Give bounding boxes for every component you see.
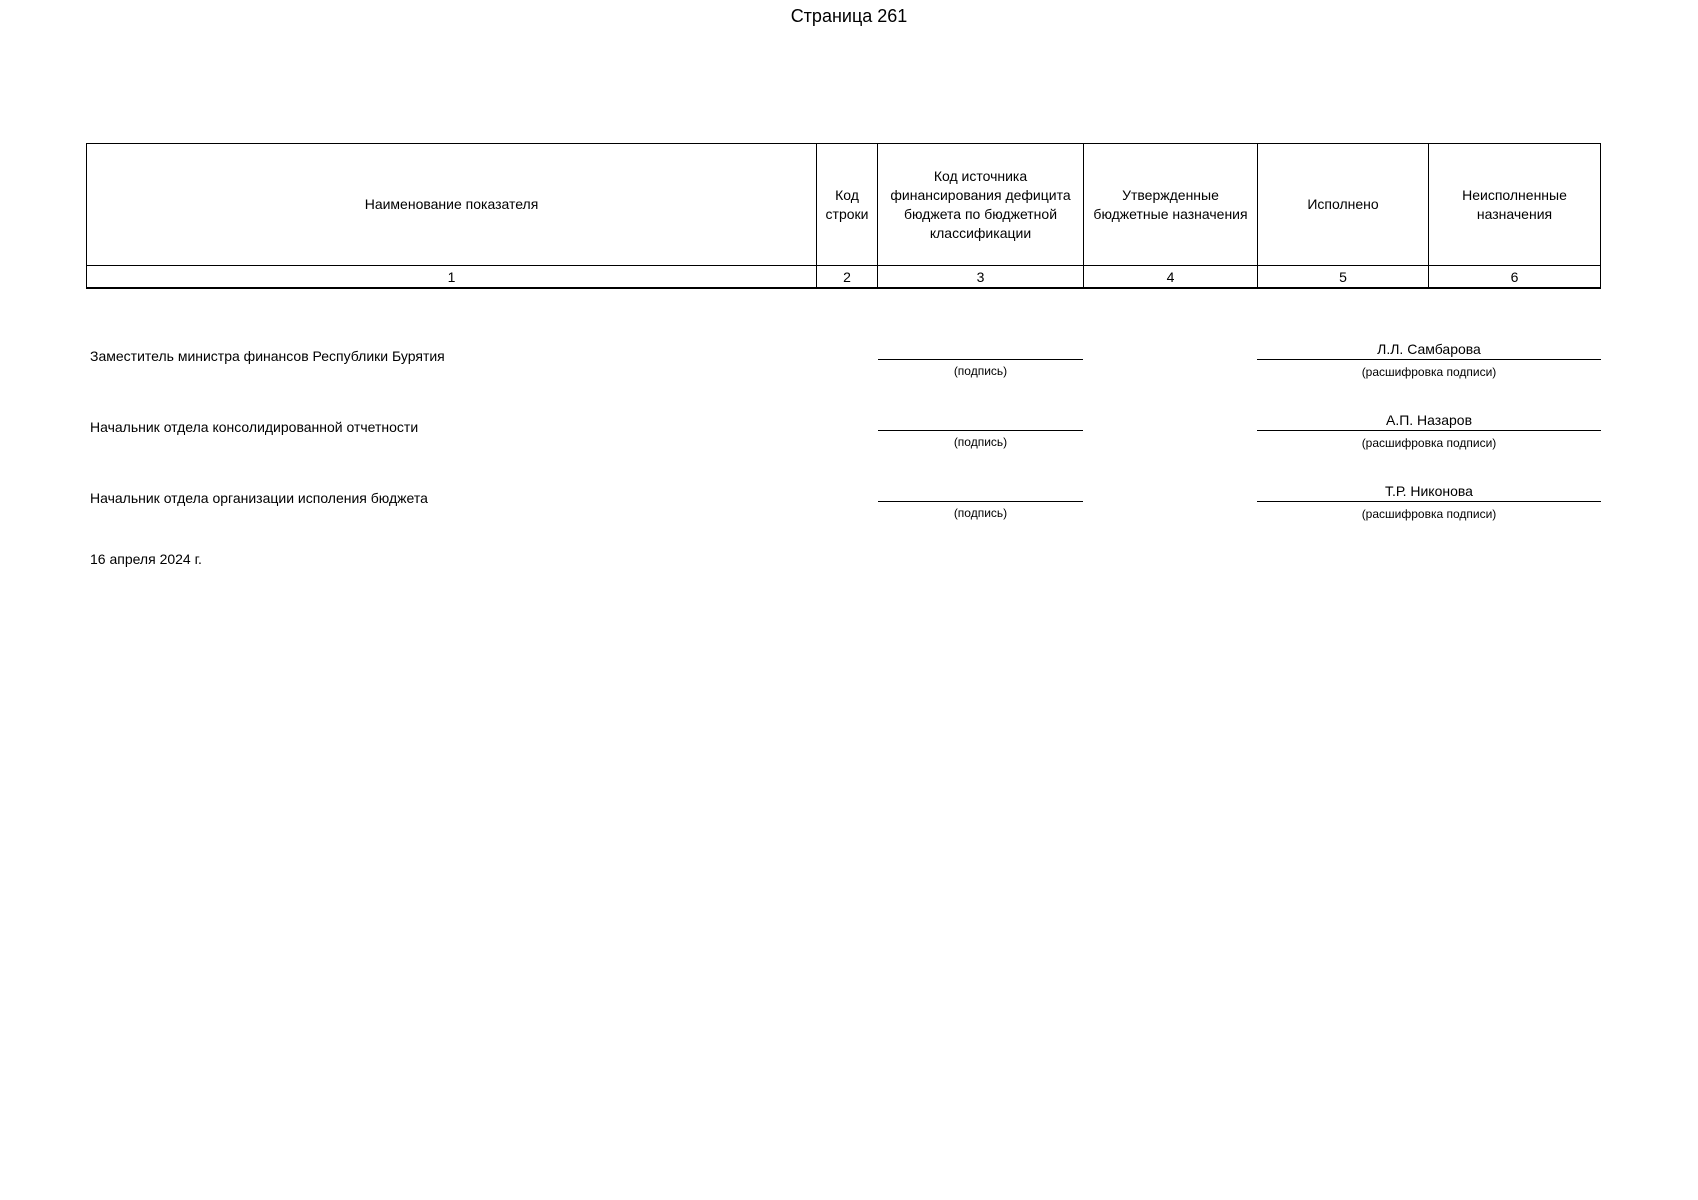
signatory-position: Начальник отдела организации исполения бюджета [90,490,428,506]
name-caption: (расшифровка подписи) [1361,507,1497,521]
column-number: 2 [817,266,878,289]
column-header-indicator-name: Наименование показателя [87,144,817,266]
document-date: 16 апреля 2024 г. [90,551,202,567]
column-number: 1 [87,266,817,289]
signatory-position: Заместитель министра финансов Республики Бурятия [90,348,445,364]
name-line [1257,359,1601,360]
signature-block [0,411,1698,463]
column-number: 4 [1084,266,1258,289]
report-table [86,143,1601,289]
column-header-approved: Утвержденные бюджетные назначения [1084,144,1258,266]
name-caption: (расшифровка подписи) [1361,436,1497,450]
signature-caption: (подпись) [953,364,1008,378]
name-caption: (расшифровка подписи) [1361,365,1497,379]
column-header-unexecuted: Неисполненные назначения [1429,144,1601,266]
column-number: 5 [1258,266,1429,289]
signature-line [878,359,1083,360]
column-header-source-code: Код источника финансирования дефицита бюджета по бюджетной классификации [878,144,1084,266]
signature-line [878,430,1083,431]
column-header-line-code: Код строки [817,144,878,266]
signatory-name: Т.Р. Никонова [1385,483,1473,499]
column-header-executed: Исполнено [1258,144,1429,266]
name-line [1257,430,1601,431]
column-number-row [87,266,1601,289]
signatory-name: А.П. Назаров [1385,412,1473,428]
signature-caption: (подпись) [953,506,1008,520]
header-row [87,144,1601,266]
signature-block [0,340,1698,392]
signature-caption: (подпись) [953,435,1008,449]
signature-block [0,482,1698,534]
column-number: 6 [1429,266,1601,289]
name-line [1257,501,1601,502]
page-title: Страница 261 [790,6,908,26]
column-number: 3 [878,266,1084,289]
signatory-name: Л.Л. Самбарова [1377,341,1481,357]
signature-line [878,501,1083,502]
signatory-position: Начальник отдела консолидированной отчетности [90,419,419,435]
